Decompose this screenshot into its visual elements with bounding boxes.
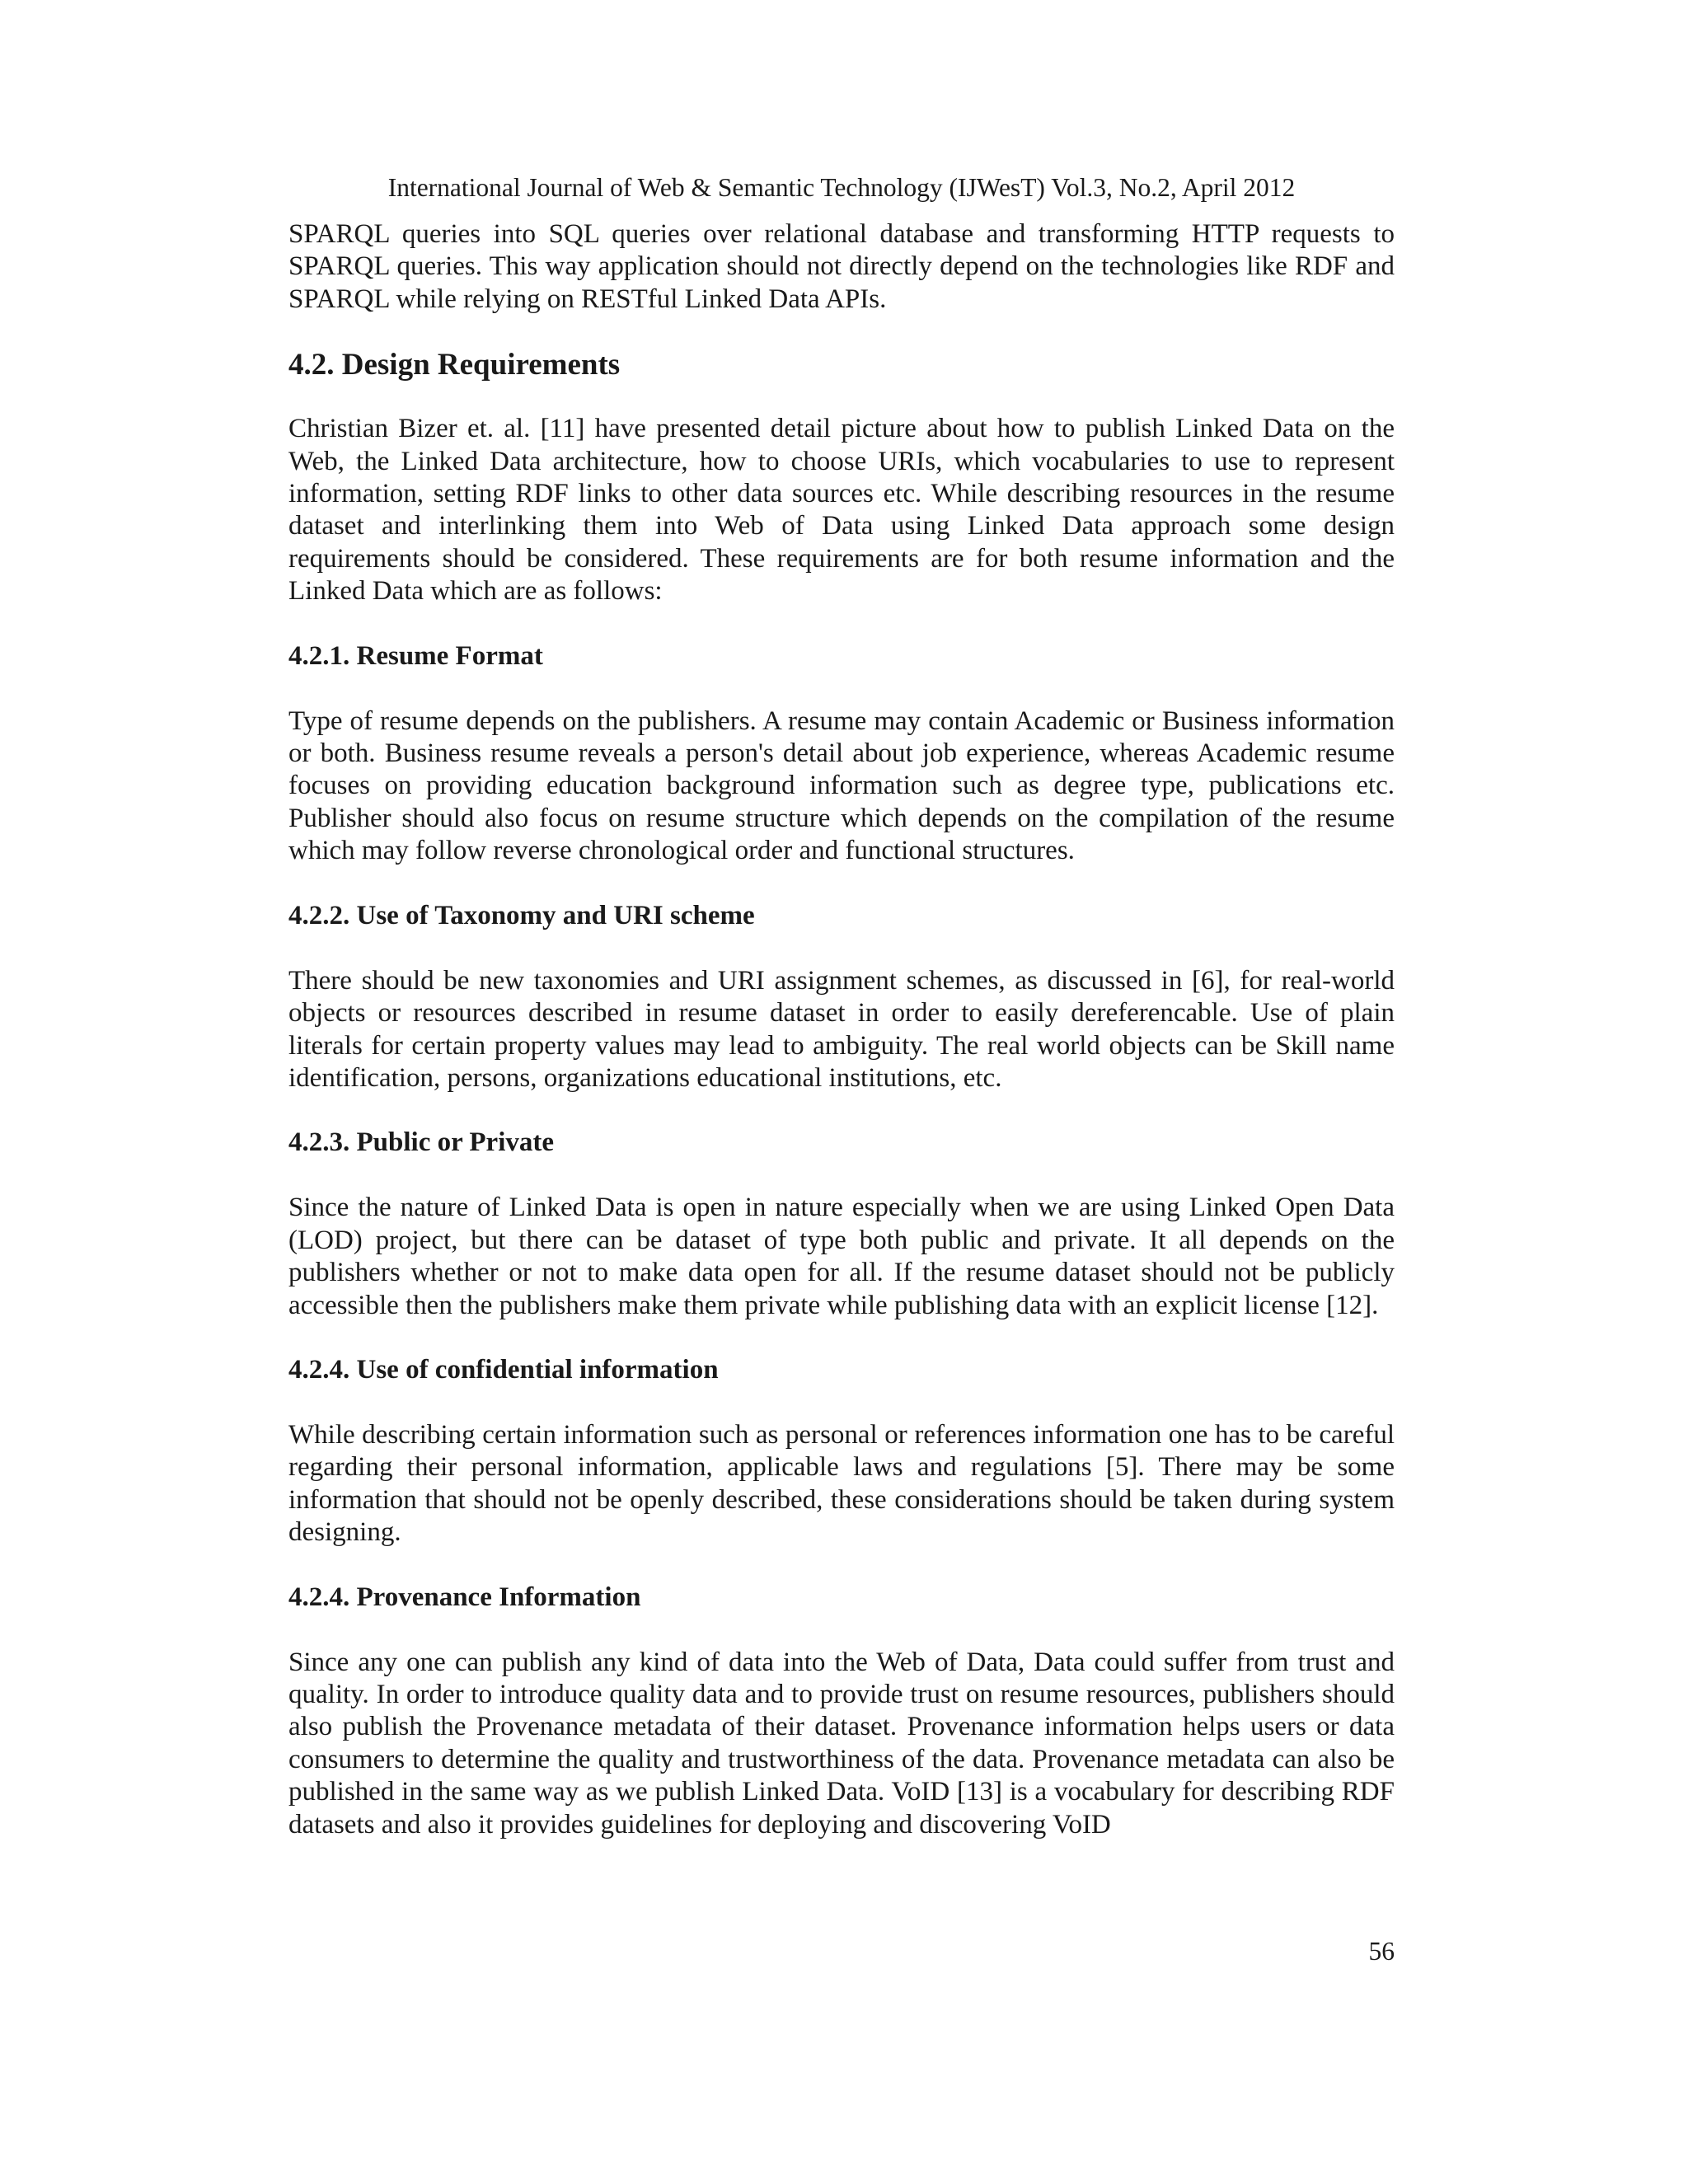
subsection-heading-provenance-information: 4.2.4. Provenance Information [288,1582,641,1612]
running-header: International Journal of Web & Semantic Technology (IJWesT) Vol.3, No.2, April 2012 [387,173,1296,202]
subsection-paragraph-taxonomy-uri: There should be new taxonomies and URI assignment schemes, as discussed in [6], for real-world objects or resources described in resume dataset in order to easily dereferencable. Use of plain literals for certain property values may lead to ambiguity. The real world objects can be Skill name identification, persons, organizations educational institutions, etc. [288,965,1395,1093]
subsection-paragraph-resume-format: Type of resume depends on the publishers. A resume may contain Academic or Business information or both. Business resume reveals a person's detail about job experience, whereas Academic resume focuses on providing education background information such as degree type, publications etc. Publisher should also focus on resume structure which depends on the compilation of the resume which may follow reverse chronological order and functional structures. [288,705,1395,866]
intro-paragraph: SPARQL queries into SQL queries over relational database and transforming HTTP requests to SPARQL queries. This way application should not directly depend on the technologies like RDF and SPARQL while relying on RESTful Linked Data APIs. [288,219,1395,314]
subsection-paragraph-provenance-information: Since any one can publish any kind of data into the Web of Data, Data could suffer from trust and quality. In order to introduce quality data and to provide trust on resume resources, publishers should also publish the Provenance metadata of their dataset. Provenance information helps users or data consumers to determine the quality and trustworthiness of the data. Provenance metadata can also be published in the same way as we publish Linked Data. VoID [13] is a vocabulary for describing RDF datasets and also it provides guidelines for deploying and discovering VoID [288,1647,1395,1840]
section-paragraph-design-requirements: Christian Bizer et. al. [11] have presented detail picture about how to publish Linked Data on the Web, the Linked Data architecture, how to choose URIs, which vocabularies to use to represent information, setting RDF links to other data sources etc. While describing resources in the resume dataset and interlinking them into Web of Data using Linked Data approach some design requirements should be considered. These requirements are for both resume information and the Linked Data which are as follows: [288,414,1395,607]
section-heading-design-requirements: 4.2. Design Requirements [288,348,621,382]
subsection-heading-public-private: 4.2.3. Public or Private [288,1127,555,1158]
subsection-paragraph-public-private: Since the nature of Linked Data is open in nature especially when we are using Linked Open Data (LOD) project, but there can be dataset of type both public and private. It all depends on the publishers whether or not to make data open for all. If the resume dataset should not be publicly accessible then the publishers make them private while publishing data with an explicit license [12]. [288,1193,1395,1320]
subsection-heading-taxonomy-uri: 4.2.2. Use of Taxonomy and URI scheme [288,900,755,930]
page-number: 56 [1368,1937,1395,1966]
subsection-paragraph-confidential-information: While describing certain information such as personal or references information one has to be careful regarding their personal information, applicable laws and regulations [5]. There may be some information that should not be openly described, these considerations should be taken during system designing. [288,1419,1395,1548]
body-text [288,218,1395,1841]
subsection-heading-resume-format: 4.2.1. Resume Format [288,640,543,671]
subsection-heading-confidential-information: 4.2.4. Use of confidential information [288,1354,719,1385]
